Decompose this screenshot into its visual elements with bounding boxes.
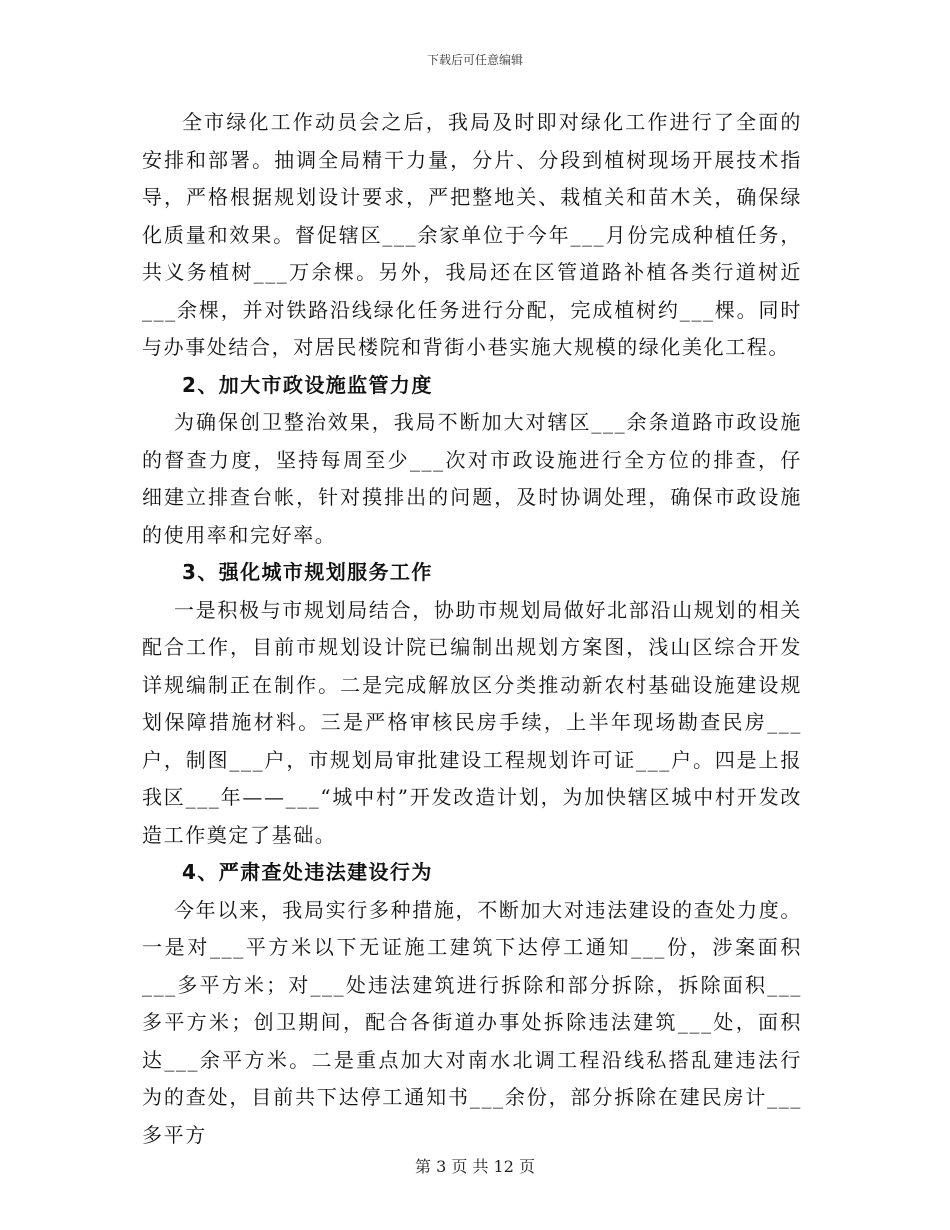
section-heading-illegal-construction: 4、严肃查处违法建设行为 [182,860,433,884]
page-header-note: 下载后可任意编辑 [426,53,523,67]
paragraph-urban-planning: 一是积极与市规划局结合，协助市规划局做好北部沿山规划的相关配合工作，目前市规划设计院已编制出规划方案图，浅山区综合开发详规编制正在制作。二是完成解放区分类推动新农村基础设施建设规划保障措施材料。三是严格审核民房手续，上半年现场勘查民房___户，制图___户，市规划局审批建设工程规划许可证___户。四是上报我区___年——___“城中村”开发改造计划，为加快辖区城中村开发改造工作奠定了基础。 [142,597,802,847]
paragraph-municipal-facilities: 为确保创卫整治效果，我局不断加大对辖区___余条道路市政设施的督查力度，坚持每周至少___次对市政设施进行全方位的排查，仔细建立排查台帐，针对摸排出的问题，及时协调处理，确保市政设施的使用率和完好率。 [142,410,802,547]
page-number: 第 3 页 共 12 页 [415,1157,535,1176]
paragraph-illegal-construction: 今年以来，我局实行多种措施，不断加大对违法建设的查处力度。一是对___平方米以下无证施工建筑下达停工通知___份，涉案面积___多平方米；对___处违法建筑进行拆除和部分拆除，拆除面积___多平方米；创卫期间，配合各街道办事处拆除违法建筑___处，面积达___余平方米。二是重点加大对南水北调工程沿线私搭乱建违法行为的查处，目前共下达停工通知书___余份，部分拆除在建民房计___多平方 [142,897,802,1147]
section-heading-municipal-facilities: 2、加大市政设施监管力度 [182,372,433,397]
section-heading-urban-planning: 3、强化城市规划服务工作 [182,560,433,584]
document-body [142,104,802,1154]
paragraph-greening: 全市绿化工作动员会之后，我局及时即对绿化工作进行了全面的安排和部署。抽调全局精干力量，分片、分段到植树现场开展技术指导，严格根据规划设计要求，严把整地关、栽植关和苗木关，确保绿化质量和效果。督促辖区___余家单位于今年___月份完成种植任务，共义务植树___万余棵。另外，我局还在区管道路补植各类行道树近___余棵，并对铁路沿线绿化任务进行分配，完成植树约___棵。同时与办事处结合，对居民楼院和背街小巷实施大规模的绿化美化工程。 [142,110,802,359]
